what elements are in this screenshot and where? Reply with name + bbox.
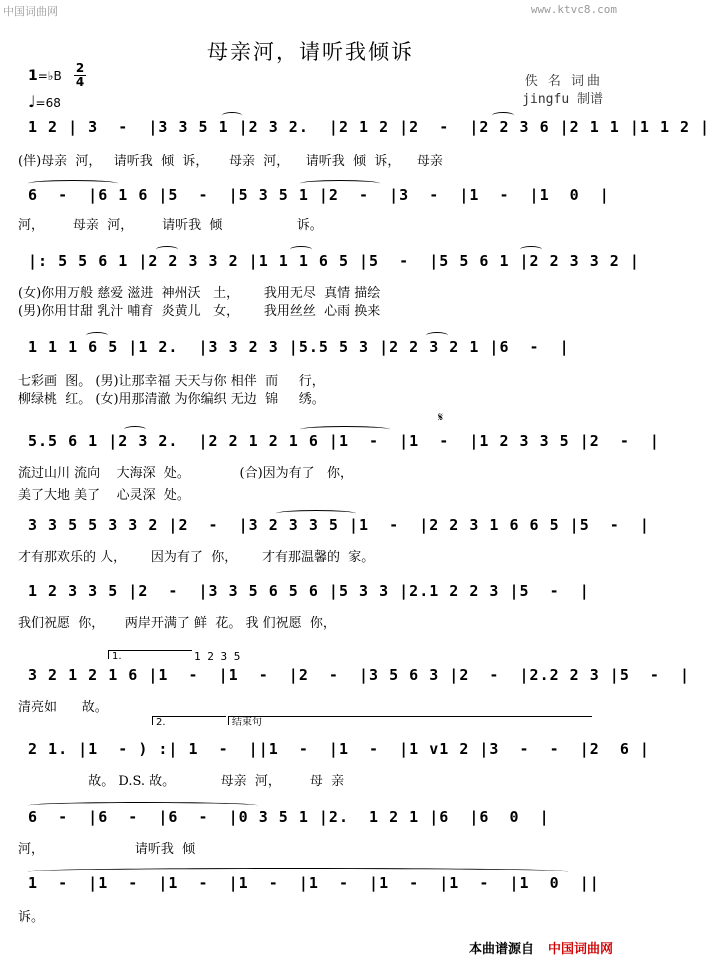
ending-section: 结束句 xyxy=(228,716,592,725)
score-maker-credit: jingfu 制谱 xyxy=(522,92,603,107)
lyric-row-3a: (女)你用万般 慈爱 滋进 神州沃 土， 我用无尽 真情 描绘 xyxy=(18,286,381,301)
slur xyxy=(290,246,312,253)
footer-brand-link[interactable]: 中国词曲网 xyxy=(547,942,613,957)
lyric-row-9: 故。 D.S. 故。 母亲 河， 母 亲 xyxy=(18,774,345,789)
volta-first-notes: 1 2 3 5 xyxy=(194,650,241,663)
notation-row-8: 3 2 1 2 1 6 |1 - |1 - |2 - |3 5 6 3 |2 - |2.2 2 3 |5 - | xyxy=(28,666,691,684)
slur xyxy=(156,246,178,253)
notation-row-3: |: 5 5 6 1 |2 2 3 3 2 |1 1 1 6 5 |5 - |5 5 6 1 |2 2 3 3 2 | xyxy=(28,252,640,270)
lyric-row-10: 河， 请听我 倾 xyxy=(18,842,196,857)
lyric-row-4a: 七彩画 图。 (男)让那幸福 天天与你 相伴 而 行， xyxy=(18,374,325,389)
slur xyxy=(426,332,448,339)
notation-row-10: 6 - |6 - |6 - |0 3 5 1 |2. 1 2 1 |6 |6 0 | xyxy=(28,808,550,826)
volta-second-ending: 2. xyxy=(152,716,226,725)
lyric-row-2: 河， 母亲 河， 请听我 倾 诉。 xyxy=(18,218,323,233)
tie xyxy=(28,802,258,809)
quarter-note-icon: ♩ xyxy=(28,92,36,111)
lyric-row-5b: 美了大地 美了 心灵深 处。 xyxy=(18,488,190,503)
time-signature-top: 2 xyxy=(75,61,85,75)
notation-row-6: 3 3 5 5 3 3 2 |2 - |3 2 3 3 5 |1 - |2 2 3 1 6 6 5 |5 - | xyxy=(28,516,650,534)
notation-row-2: 6 - |6 1 6 |5 - |5 3 5 1 |2 - |3 - |1 - |1 0 | xyxy=(28,186,610,204)
lyric-row-8: 清亮如 故。 xyxy=(18,700,108,715)
time-signature-bottom: 4 xyxy=(75,75,85,89)
slur xyxy=(86,332,108,339)
lyric-row-4b: 柳绿桃 红。 (女)用那清澈 为你编织 无边 锦 绣。 xyxy=(18,392,325,407)
tempo-value: =68 xyxy=(35,96,61,110)
notation-row-7: 1 2 3 3 5 |2 - |3 3 5 6 5 6 |5 3 3 |2.1 2 2 3 |5 - | xyxy=(28,582,590,600)
slur xyxy=(222,112,242,119)
slur xyxy=(124,426,146,433)
tie xyxy=(300,426,390,433)
volta-first-ending: 1. xyxy=(108,650,192,659)
footer-label: 本曲谱源自 xyxy=(468,942,534,957)
watermark-right: www.ktvc8.com xyxy=(530,3,617,16)
slur xyxy=(492,112,514,119)
notation-row-11: 1 - |1 - |1 - |1 - |1 - |1 - |1 - |1 0 || xyxy=(28,874,600,892)
watermark-left: 中国词曲网 xyxy=(3,5,58,18)
tie xyxy=(276,510,356,517)
lyric-row-3b: (男)你用甘甜 乳汁 哺育 炎黄儿 女， 我用丝丝 心雨 换来 xyxy=(18,304,381,319)
time-signature xyxy=(74,62,86,89)
key-prefix: 1 xyxy=(28,68,38,84)
tempo-marking xyxy=(28,92,61,111)
song-title: 母亲河，请听我倾诉 xyxy=(207,40,414,64)
lyric-row-1: (伴)母亲 河， 请听我 倾 诉， 母亲 河， 请听我 倾 诉， 母亲 xyxy=(18,154,443,169)
lyric-row-5a: 流过山川 流向 大海深 处。 (合)因为有了 你， xyxy=(18,466,354,481)
tie xyxy=(28,180,118,187)
notation-row-4: 1 1 1 6 5 |1 2. |3 3 2 3 |5.5 5 3 |2 2 3 2 1 |6 - | xyxy=(28,338,570,356)
notation-row-9: 2 1. |1 - ) :| 1 - ||1 - |1 - |1 v1 2 |3 - - |2 6 | xyxy=(28,740,650,758)
key-signature xyxy=(28,68,62,84)
tie xyxy=(28,868,568,875)
segno-icon: 𝄋 xyxy=(438,410,444,424)
notation-row-5: 5.5 6 1 |2 3 2. |2 2 1 2 1 6 |1 - |1 - |1 2 3 3 5 |2 - | xyxy=(28,432,660,450)
slur xyxy=(520,246,542,253)
key-value: =♭B xyxy=(37,69,62,83)
lyricist-credit: 佚 名 词曲 xyxy=(524,74,603,89)
notation-row-1: 1 2 | 3 - |3 3 5 1 |2 3 2. |2 1 2 |2 - |2 2 3 6 |2 1 1 |1 1 2 | xyxy=(28,118,710,136)
source-footer xyxy=(469,938,613,957)
lyric-row-6: 才有那欢乐的 人， 因为有了 你， 才有那温馨的 家。 xyxy=(18,550,375,565)
tie xyxy=(300,180,380,187)
lyric-row-7: 我们祝愿 你， 两岸开满了 鲜 花。 我 们祝愿 你， xyxy=(18,616,336,631)
lyric-row-11: 诉。 xyxy=(18,910,45,925)
